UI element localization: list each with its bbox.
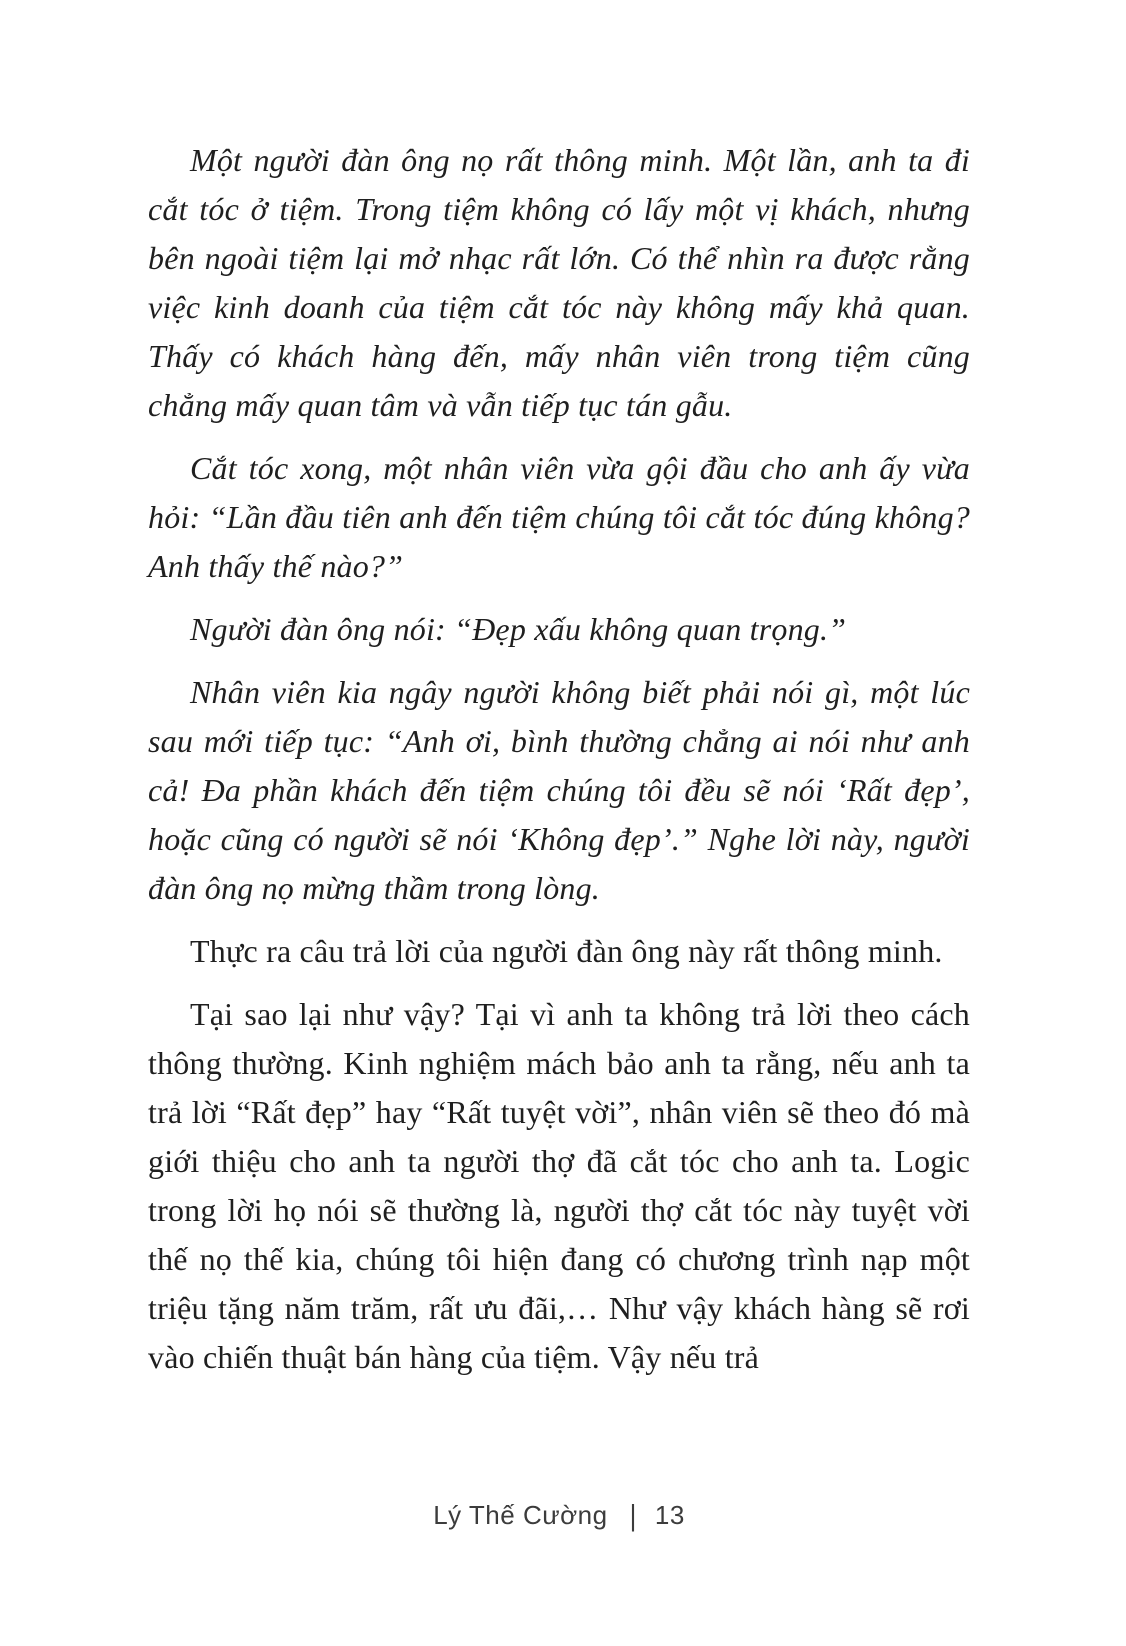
story-paragraph-3: Người đàn ông nói: “Đẹp xấu không quan trọng.” [190,611,847,647]
commentary-paragraph-2: Tại sao lại như vậy? Tại vì anh ta không trả lời theo cách thông thường. Kinh nghiệm mách bảo anh ta rằng, nếu anh ta trả lời “Rất đẹp” hay “Rất tuyệt vời”, nhân viên sẽ theo đó mà giới thiệu cho anh ta người thợ đã cắt tóc cho anh ta. Logic trong lời họ nói sẽ thường là, người thợ cắt tóc này tuyệt vời thế nọ thế kia, chúng tôi hiện đang có chương trình nạp một triệu tặng năm trăm, rất ưu đãi,… Như vậy khách hàng sẽ rơi vào chiến thuật bán hàng của tiệm. Vậy nếu trả [148,996,970,1375]
book-page-text-block [148,136,970,1396]
footer-page-number: 13 [654,1500,685,1530]
story-paragraph-1: Một người đàn ông nọ rất thông minh. Một lần, anh ta đi cắt tóc ở tiệm. Trong tiệm không có lấy một vị khách, nhưng bên ngoài tiệm lại mở nhạc rất lớn. Có thể nhìn ra được rằng việc kinh doanh của tiệm cắt tóc này không mấy khả quan. Thấy có khách hàng đến, mấy nhân viên trong tiệm cũng chẳng mấy quan tâm và vẫn tiếp tục tán gẫu. [148,142,970,423]
footer-separator: | [629,1497,637,1533]
story-paragraph-2: Cắt tóc xong, một nhân viên vừa gội đầu cho anh ấy vừa hỏi: “Lần đầu tiên anh đến tiệm chúng tôi cắt tóc đúng không? Anh thấy thế nào?” [148,450,970,584]
page-footer [148,1497,970,1533]
footer-author-name: Lý Thế Cường [433,1500,608,1530]
commentary-paragraph-1: Thực ra câu trả lời của người đàn ông này rất thông minh. [190,933,943,969]
story-paragraph-4: Nhân viên kia ngây người không biết phải nói gì, một lúc sau mới tiếp tục: “Anh ơi, bình thường chẳng ai nói như anh cả! Đa phần khách đến tiệm chúng tôi đều sẽ nói ‘Rất đẹp’, hoặc cũng có người sẽ nói ‘Không đẹp’.” Nghe lời này, người đàn ông nọ mừng thầm trong lòng. [148,674,970,906]
